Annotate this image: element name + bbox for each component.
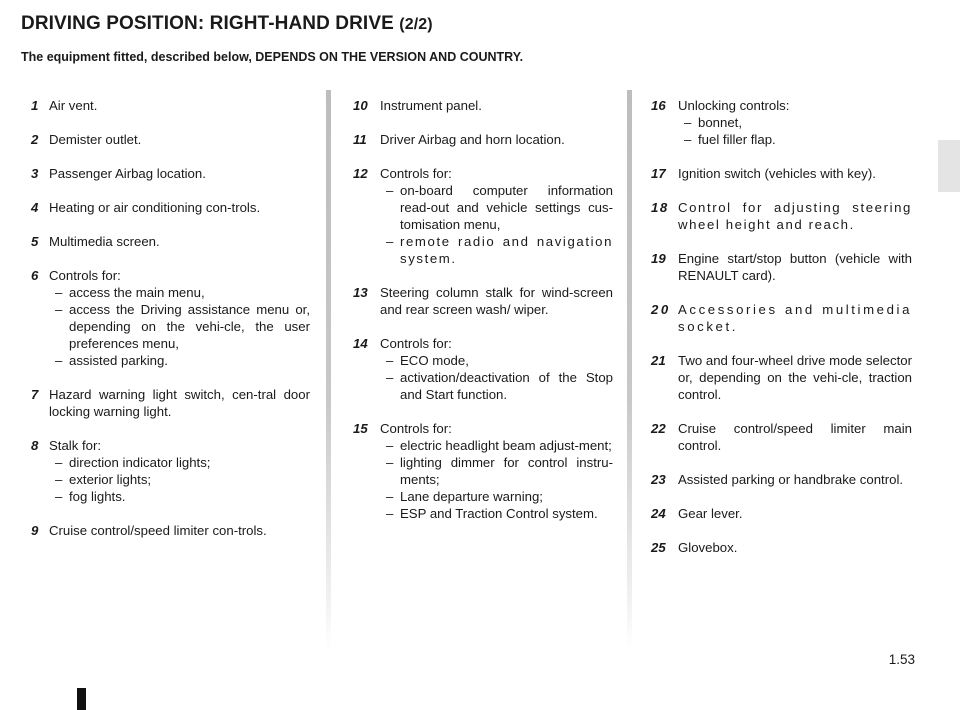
sub-item: – bonnet, — [684, 115, 742, 130]
item-text: Demister outlet. — [49, 132, 142, 147]
list-item — [23, 233, 310, 250]
list-item — [23, 386, 310, 420]
sub-item: – remote radio and navigation system. — [386, 234, 613, 266]
sub-item-text: Lane departure warning; — [400, 489, 543, 504]
item-text: Steering column stalk for wind-screen and rear screen wash/ wiper. — [380, 285, 613, 317]
item-number: 9 — [31, 523, 39, 538]
item-number: 6 — [31, 268, 39, 283]
item-number: 5 — [31, 234, 39, 249]
sub-item-text: ESP and Traction Control system. — [400, 506, 598, 521]
item-text: Air vent. — [49, 98, 98, 113]
list-item — [649, 539, 912, 556]
list-item — [351, 420, 613, 522]
item-text: Engine start/stop button (vehicle with RENAULT card). — [678, 251, 912, 283]
sub-item: – electric headlight beam adjust-ment; — [386, 438, 612, 453]
list-item — [23, 437, 310, 505]
title-text: DRIVING POSITION: RIGHT-HAND DRIVE — [21, 13, 394, 34]
list-item — [649, 420, 912, 454]
list-item — [351, 131, 613, 148]
item-text: Controls for: — [49, 268, 121, 283]
sub-item-text: access the Driving assistance menu or, depending on the vehi-cle, the user preferences menu, — [69, 302, 310, 351]
item-text: Cruise control/speed limiter con-trols. — [49, 523, 267, 538]
sub-item-text: exterior lights; — [69, 472, 152, 487]
page-subtitle: The equipment fitted, described below, DEPENDS ON THE VERSION AND COUNTRY. — [21, 50, 524, 64]
item-number: 19 — [651, 251, 666, 266]
item-text: Accessories and multimedia socket. — [678, 302, 912, 334]
sub-item: – assisted parking. — [55, 353, 168, 368]
corner-print-mark — [77, 688, 86, 710]
item-text: Controls for: — [380, 421, 452, 436]
list-item — [351, 335, 613, 403]
item-text: Assisted parking or handbrake control. — [678, 472, 904, 487]
item-number: 8 — [31, 438, 39, 453]
item-number: 20 — [651, 302, 671, 317]
list-item — [23, 165, 310, 182]
item-number: 3 — [31, 166, 39, 181]
section-tab-marker — [938, 140, 960, 192]
sub-item-text: fuel filler flap. — [698, 132, 776, 147]
item-number: 24 — [651, 506, 666, 521]
item-number: 14 — [353, 336, 368, 351]
item-text: Ignition switch (vehicles with key). — [678, 166, 876, 181]
sub-item-text: electric headlight beam adjust-ment; — [400, 438, 612, 453]
column-2 — [351, 97, 613, 539]
item-text: Gear lever. — [678, 506, 743, 521]
sub-item-text: assisted parking. — [69, 353, 168, 368]
list-item — [649, 471, 912, 488]
sub-item: – ECO mode, — [386, 353, 469, 368]
item-text: Heating or air conditioning con-trols. — [49, 200, 261, 215]
sub-item-text: ECO mode, — [400, 353, 469, 368]
item-number: 22 — [651, 421, 666, 436]
item-text: Driver Airbag and horn location. — [380, 132, 565, 147]
list-item — [649, 352, 912, 403]
sub-item-text: bonnet, — [698, 115, 742, 130]
sub-item: – access the main menu, — [55, 285, 205, 300]
column-1 — [23, 97, 310, 556]
item-number: 16 — [651, 98, 666, 113]
sub-item: – exterior lights; — [55, 472, 152, 487]
item-number: 11 — [353, 132, 367, 147]
list-item — [23, 199, 310, 216]
item-text: Control for adjusting steering wheel height and reach. — [678, 200, 912, 232]
item-number: 2 — [31, 132, 39, 147]
item-text: Hazard warning light switch, cen-tral door locking warning light. — [49, 387, 310, 419]
item-number: 1 — [31, 98, 39, 113]
sub-item: – on-board computer information read-out and vehicle settings cus-tomisation menu, — [386, 183, 613, 232]
column-divider-2 — [627, 90, 632, 650]
item-number: 7 — [31, 387, 39, 402]
list-item — [649, 97, 912, 148]
item-text: Controls for: — [380, 166, 452, 181]
list-item — [351, 284, 613, 318]
item-number: 17 — [651, 166, 666, 181]
sub-item: – Lane departure warning; — [386, 489, 543, 504]
item-number: 13 — [353, 285, 368, 300]
item-text: Cruise control/speed limiter main control. — [678, 421, 912, 453]
item-number: 15 — [353, 421, 368, 436]
item-number: 12 — [353, 166, 368, 181]
sub-item: – lighting dimmer for control instru-ments; — [386, 455, 613, 487]
sub-item-text: activation/deactivation of the Stop and Start function. — [400, 370, 613, 402]
column-divider-1 — [326, 90, 331, 650]
list-item — [351, 97, 613, 114]
list-item — [23, 131, 310, 148]
item-text: Unlocking controls: — [678, 98, 790, 113]
item-number: 4 — [31, 200, 39, 215]
item-text: Passenger Airbag location. — [49, 166, 206, 181]
list-item — [649, 301, 912, 335]
sub-item-text: remote radio and navigation system. — [400, 234, 613, 266]
sub-item: – direction indicator lights; — [55, 455, 211, 470]
item-number: 10 — [353, 98, 368, 113]
item-text: Two and four-wheel drive mode selector or, depending on the vehi-cle, traction control. — [678, 353, 912, 402]
item-text: Glovebox. — [678, 540, 738, 555]
column-3 — [649, 97, 912, 573]
list-item — [649, 199, 912, 233]
item-number: 21 — [651, 353, 666, 368]
sub-item-text: direction indicator lights; — [69, 455, 211, 470]
list-item — [649, 505, 912, 522]
sub-item-text: lighting dimmer for control instru-ments; — [400, 455, 613, 487]
sub-item-text: access the main menu, — [69, 285, 205, 300]
item-text: Controls for: — [380, 336, 452, 351]
list-item — [23, 522, 310, 539]
item-text: Stalk for: — [49, 438, 102, 453]
page-number: 1.53 — [888, 652, 915, 667]
sub-item: – fuel filler flap. — [684, 132, 776, 147]
list-item — [649, 165, 912, 182]
sub-item-text: fog lights. — [69, 489, 126, 504]
list-item — [23, 97, 310, 114]
sub-item: – ESP and Traction Control system. — [386, 506, 598, 521]
title-part: (2/2) — [399, 16, 433, 33]
list-item — [23, 267, 310, 369]
item-number: 18 — [651, 200, 669, 215]
sub-item: – access the Driving assistance menu or, depending on the vehi-cle, the user preferences menu, — [55, 302, 310, 351]
sub-item: – activation/deactivation of the Stop and Start function. — [386, 370, 613, 402]
item-text: Multimedia screen. — [49, 234, 160, 249]
sub-item: – fog lights. — [55, 489, 126, 504]
item-number: 23 — [651, 472, 666, 487]
list-item — [649, 250, 912, 284]
item-number: 25 — [651, 540, 666, 555]
item-text: Instrument panel. — [380, 98, 482, 113]
list-item — [351, 165, 613, 267]
page-title — [21, 13, 433, 35]
sub-item-text: on-board computer information read-out and vehicle settings cus-tomisation menu, — [400, 183, 613, 232]
